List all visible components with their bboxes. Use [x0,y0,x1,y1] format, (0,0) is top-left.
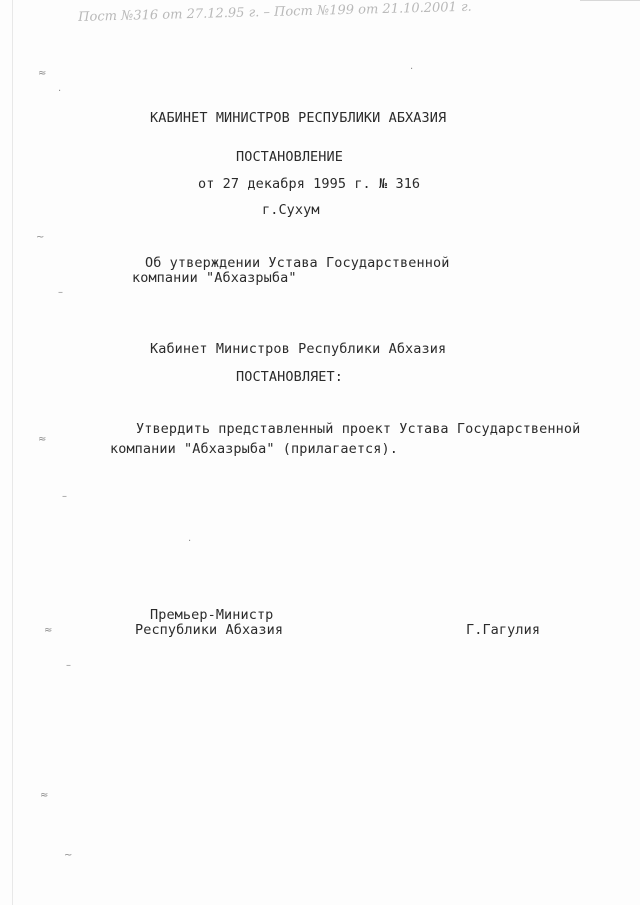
handwritten-annotation [78,0,598,50]
scan-speck: ≈ [44,625,53,636]
scan-speck: · [410,64,414,75]
scan-speck: ≈ [38,68,47,79]
scan-speck: ≈ [40,790,49,801]
handwritten-note: Пост №316 от 27.12.95 г. – Пост №199 от 21.10.2001 г. [78,0,472,25]
subject-line-2: компании "Абхазрыба" [132,270,297,286]
doc-type-heading: ПОСТАНОВЛЕНИЕ [236,149,343,165]
scan-speck: – [58,287,63,298]
binding-edge [12,0,13,905]
scan-speck: ~ [36,232,45,243]
date-number: от 27 декабря 1995 г. № 316 [198,176,421,192]
body-text-line-2: компании "Абхазрыба" (прилагается). [110,441,398,457]
signature-name: Г.Гагулия [466,622,541,638]
scan-speck: · [58,86,62,97]
scan-speck: – [66,660,71,671]
subject-line-1: Об утверждении Устава Государственной [145,255,450,271]
scan-speck: · [188,536,192,547]
signature-title-line-1: Премьер-Министр [150,607,274,623]
org-heading: КАБИНЕТ МИНИСТРОВ РЕСПУБЛИКИ АБХАЗИЯ [150,110,447,126]
scan-speck: ≈ [38,434,47,445]
city: г.Сухум [262,202,320,218]
scan-speck: – [62,491,67,502]
body-text-line-1: Утвердить представленный проект Устава Государственной [136,421,581,437]
issuer-line: Кабинет Министров Республики Абхазия [150,341,447,357]
resolves-heading: ПОСТАНОВЛЯЕТ: [236,369,343,385]
page-corner-mark [580,0,640,7]
signature-title-line-2: Республики Абхазия [135,622,284,638]
scan-speck: ~ [64,850,73,861]
